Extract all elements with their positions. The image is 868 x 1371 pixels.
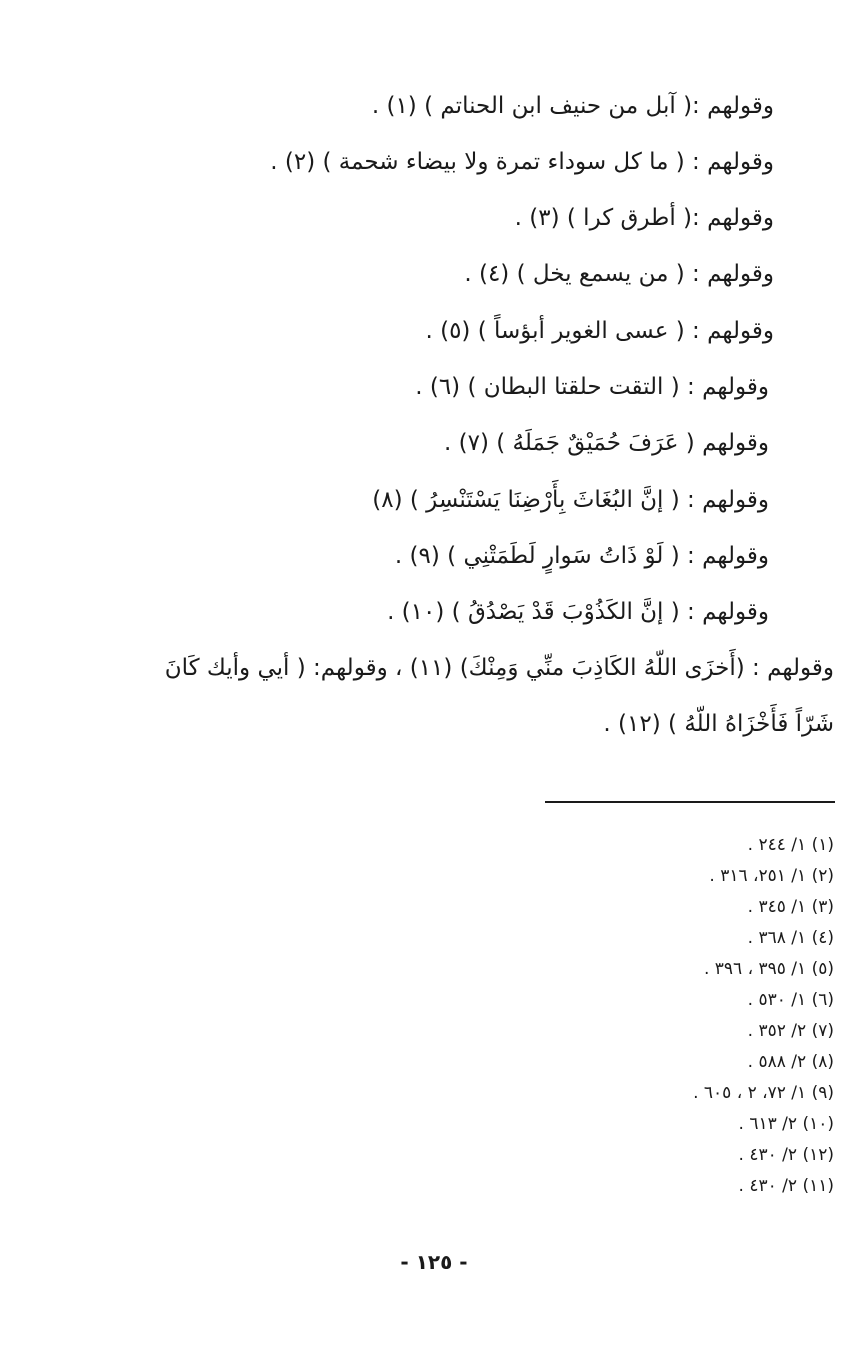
proverb-line-5: وقولهم : ( عسى الغوير أبؤساً ) (٥) . [425,318,774,344]
proverb-line-10: وقولهم : ( إنَّ الكَذُوْبَ قَدْ يَصْدُقُ ) (١٠) . [387,599,769,625]
footnote-9: (٩) ١/ ٧٢، ٢ ، ٦٠٥ . [693,1083,834,1103]
page-number: - ١٢٥ - [400,1250,468,1274]
proverb-line-6: وقولهم : ( التقت حلقتا البطان ) (٦) . [415,374,769,400]
proverb-line-4: وقولهم : ( من يسمع يخل ) (٤) . [464,261,774,287]
proverb-line-2: وقولهم : ( ما كل سوداء تمرة ولا بيضاء شحمة ) (٢) . [270,149,774,175]
footnote-4: (٤) ١/ ٣٦٨ . [747,928,834,948]
proverb-line-12: شَرّاً فَأَخْزَاهُ اللّهُ ) (١٢) . [603,711,834,737]
proverb-line-1: وقولهم :( آبل من حنيف ابن الحناتم ) (١) . [371,93,774,119]
footnote-2: (٢) ١/ ٢٥١، ٣١٦ . [709,866,834,886]
footnote-8: (٨) ٢/ ٥٨٨ . [747,1052,834,1072]
footnote-12: (١٢) ٢/ ٤٣٠ . [738,1145,834,1165]
proverb-line-3: وقولهم :( أطرق كرا ) (٣) . [514,205,774,231]
footnote-3: (٣) ١/ ٣٤٥ . [747,897,834,917]
footnote-divider [545,801,835,803]
footnote-7: (٧) ٢/ ٣٥٢ . [747,1021,834,1041]
footnote-1: (١) ١/ ٢٤٤ . [747,835,834,855]
footnote-11: (١١) ٢/ ٤٣٠ . [738,1176,834,1196]
proverb-line-9: وقولهم : ( لَوْ ذَاتُ سَوارٍ لَطَمَتْنِي ) (٩) . [394,543,769,569]
footnote-10: (١٠) ٢/ ٦١٣ . [738,1114,834,1134]
proverb-line-11: وقولهم : (أَخزَى اللّهُ الكَاذِبَ منِّي وَمِنْكَ) (١١) ، وقولهم: ( أيي وأيك كَانَ [164,655,834,681]
footnote-6: (٦) ١/ ٥٣٠ . [747,990,834,1010]
proverb-line-8: وقولهم : ( إنَّ البُغَاثَ بِأَرْضِنَا يَسْتَنْسِرُ ) (٨) [372,487,769,513]
proverb-line-7: وقولهم ( عَرَفَ حُمَيْقٌ جَمَلَهُ ) (٧) . [443,430,769,456]
footnote-5: (٥) ١/ ٣٩٥ ، ٣٩٦ . [703,959,834,979]
